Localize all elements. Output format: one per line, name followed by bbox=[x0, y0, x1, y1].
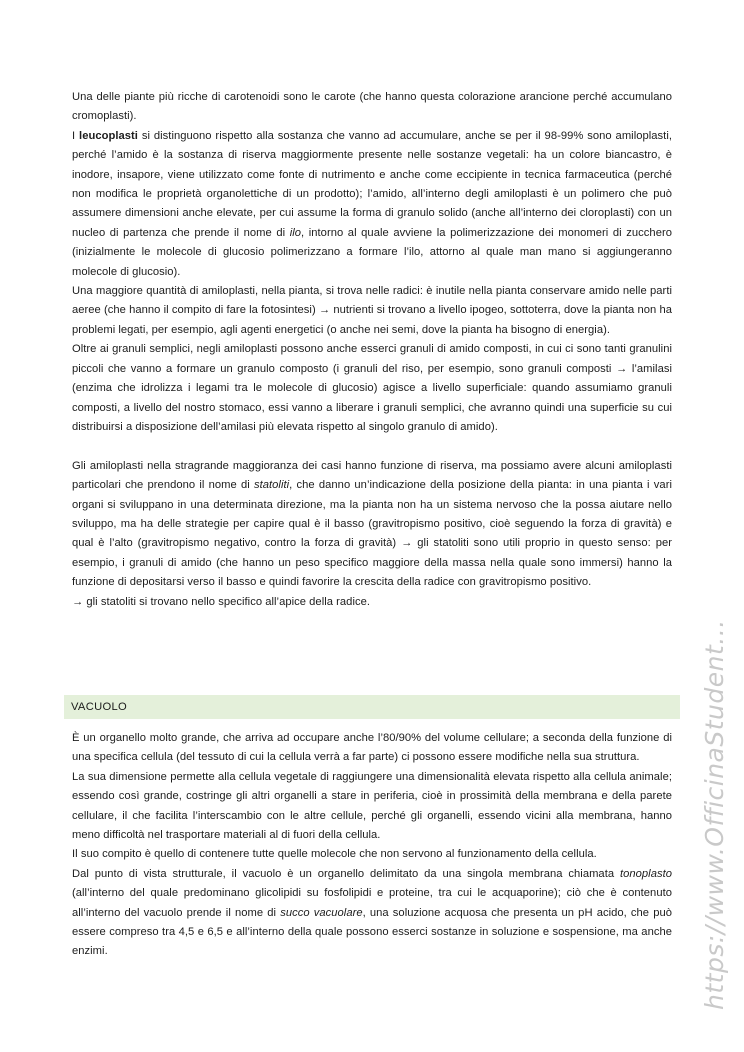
bold-term: leucoplasti bbox=[79, 129, 138, 142]
document-body bbox=[72, 88, 672, 612]
text-run: si distinguono rispetto alla sostanza che vanno ad accumulare, anche se per il 98-99% sono amiloplasti, perché l’amido è la sostanza di riserva maggiormente presente nelle sostanze vegetali: ha un colore biancastro, è inodore, insapore, viene utilizzato come fonte di nutrimento e anche come eccipiente in tecnica farmaceutica (perché non modifica le proprietà organolettiche di un prodotto); l’amido, all’interno degli amiloplasti è un polimero che può assumere dimensioni anche elevate, per cui assume la forma di granulo solido (anche all’interno dei cloroplasti) con un nucleo di partenza che prende il nome di bbox=[72, 129, 672, 239]
text-run: , che danno un’indicazione della posizione della pianta: in una pianta i vari organi si sviluppano in una determinata direzione, ma la pianta non ha un sistema nervoso che la possa aiutare nello sviluppo, ma ha delle strategie per capire qual è il basso (gravitropismo positivo, cioè seguendo la forza di gravità) e qual è l’alto (gravitropismo negativo, contro la forza di gravità) → gli statoliti sono utili proprio in questo senso: per esempio, i granuli di amido (che hanno un peso specifico maggiore della massa nella quale sono immersi) hanno la funzione di depositarsi verso il basso e quindi favorire la crescita della radice con gravitropismo positivo. bbox=[72, 479, 672, 589]
text-run: I bbox=[72, 129, 80, 142]
text-run: Una maggiore quantità di amiloplasti, nella pianta, si trova nelle radici: è inutile nella pianta conservare amido nelle parti aeree (che hanno il compito di fare la fotosintesi) → nutrienti si trovano a livello ipogeo, sottoterra, dove la pianta non ha problemi legati, per esempio, agli agenti energetici (o anche nei semi, dove la pianta ha bisogno di energia). bbox=[72, 285, 672, 336]
paragraph-leucoplasti bbox=[72, 127, 672, 282]
paragraph-spacer bbox=[72, 437, 672, 456]
text-run: Dal punto di vista strutturale, il vacuolo è un organello delimitato da una singola membrana chiamata bbox=[72, 867, 620, 880]
text-run: Oltre ai granuli semplici, negli amiloplasti possono anche esserci granuli di amido composti, in cui ci sono tanti granulini piccoli che vanno a formare un granulo composto (i granuli del riso, per esempio, sono granuli composti → l’amilasi (enzima che idrolizza i legami tra le molecole di glucosio) agisce a livello superficiale: quando assumiamo granuli composti, a livello del nostro stomaco, essi vanno a liberare i granuli semplici, che avranno quindi una superficie su cui distribuirsi a disposizione dell’amilasi più elevata rispetto al singolo granulo di amido). bbox=[72, 343, 672, 433]
paragraph-statoliti-apice bbox=[72, 593, 672, 612]
paragraph-granuli-composti bbox=[72, 340, 672, 437]
text-run: Gli amiloplasti nella stragrande maggioranza dei casi hanno funzione di riserva, ma possiamo avere alcuni amiloplasti particolari che prendono il nome di bbox=[72, 459, 672, 492]
watermark-text: https://www.OfficinaStudent... bbox=[700, 619, 729, 1010]
paragraph-radici bbox=[72, 282, 672, 340]
paragraph-statoliti bbox=[72, 457, 672, 593]
section-title: VACUOLO bbox=[71, 701, 127, 713]
text-run: Il suo compito è quello di contenere tutte quelle molecole che non servono al funzionamento della cellula. bbox=[72, 848, 597, 861]
italic-term: ilo bbox=[289, 226, 302, 239]
text-run: Una delle piante più ricche di carotenoidi sono le carote (che hanno questa colorazione arancione perché accumulano cromoplasti). bbox=[72, 91, 672, 123]
text-run: → gli statoliti si trovano nello specifico all’apice della radice. bbox=[72, 595, 371, 608]
text-run: , una soluzione acquosa che presenta un pH acido, che può essere compreso tra 4,5 e 6,5 e all’interno della quale possono esserci sostanze in soluzione e sospensione, ma anche enzimi. bbox=[72, 906, 672, 958]
text-run: , intorno al quale avviene la polimerizzazione dei monomeri di zucchero (inizialmente le molecole di glucosio polimerizzano a formare l’ilo, attorno al quale man mano si aggiungeranno molecole di glucosio). bbox=[72, 226, 672, 278]
vacuolo-body bbox=[72, 729, 672, 962]
italic-term: tonoplasto bbox=[619, 867, 672, 880]
italic-term: succo vacuolare bbox=[280, 906, 363, 919]
paragraph-vacuolo-intro bbox=[72, 729, 672, 768]
paragraph-vacuolo-struttura bbox=[72, 865, 672, 962]
text-run: La sua dimensione permette alla cellula vegetale di raggiungere una dimensionalità elevata rispetto alla cellula animale; essendo così grande, costringe gli altri organelli a stare in periferia, cioè in prossimità della membrana e della parete cellulare, il che facilita l’interscambio con le altre cellule, perché gli organelli, essendo vicini alla membrana, hanno meno difficoltà nel trasportare materiali al di fuori della cellula. bbox=[72, 770, 672, 842]
paragraph-vacuolo-dimensione bbox=[72, 768, 672, 846]
paragraph-carote bbox=[72, 88, 672, 127]
text-run: È un organello molto grande, che arriva ad occupare anche l’80/90% del volume cellulare; a seconda della funzione di una specifica cellula (del tessuto di cui la cellula verrà a far parte) ci possono essere modifiche nella sua struttura. bbox=[72, 732, 672, 764]
text-run: (all’interno del quale predominano glicolipidi su fosfolipidi e proteine, tra cui le acquaporine); ciò che è contenuto all’interno del vacuolo prende il nome di bbox=[72, 887, 672, 919]
section-header-band bbox=[64, 695, 680, 719]
paragraph-vacuolo-compito bbox=[72, 845, 672, 864]
italic-term: statoliti bbox=[253, 479, 290, 492]
